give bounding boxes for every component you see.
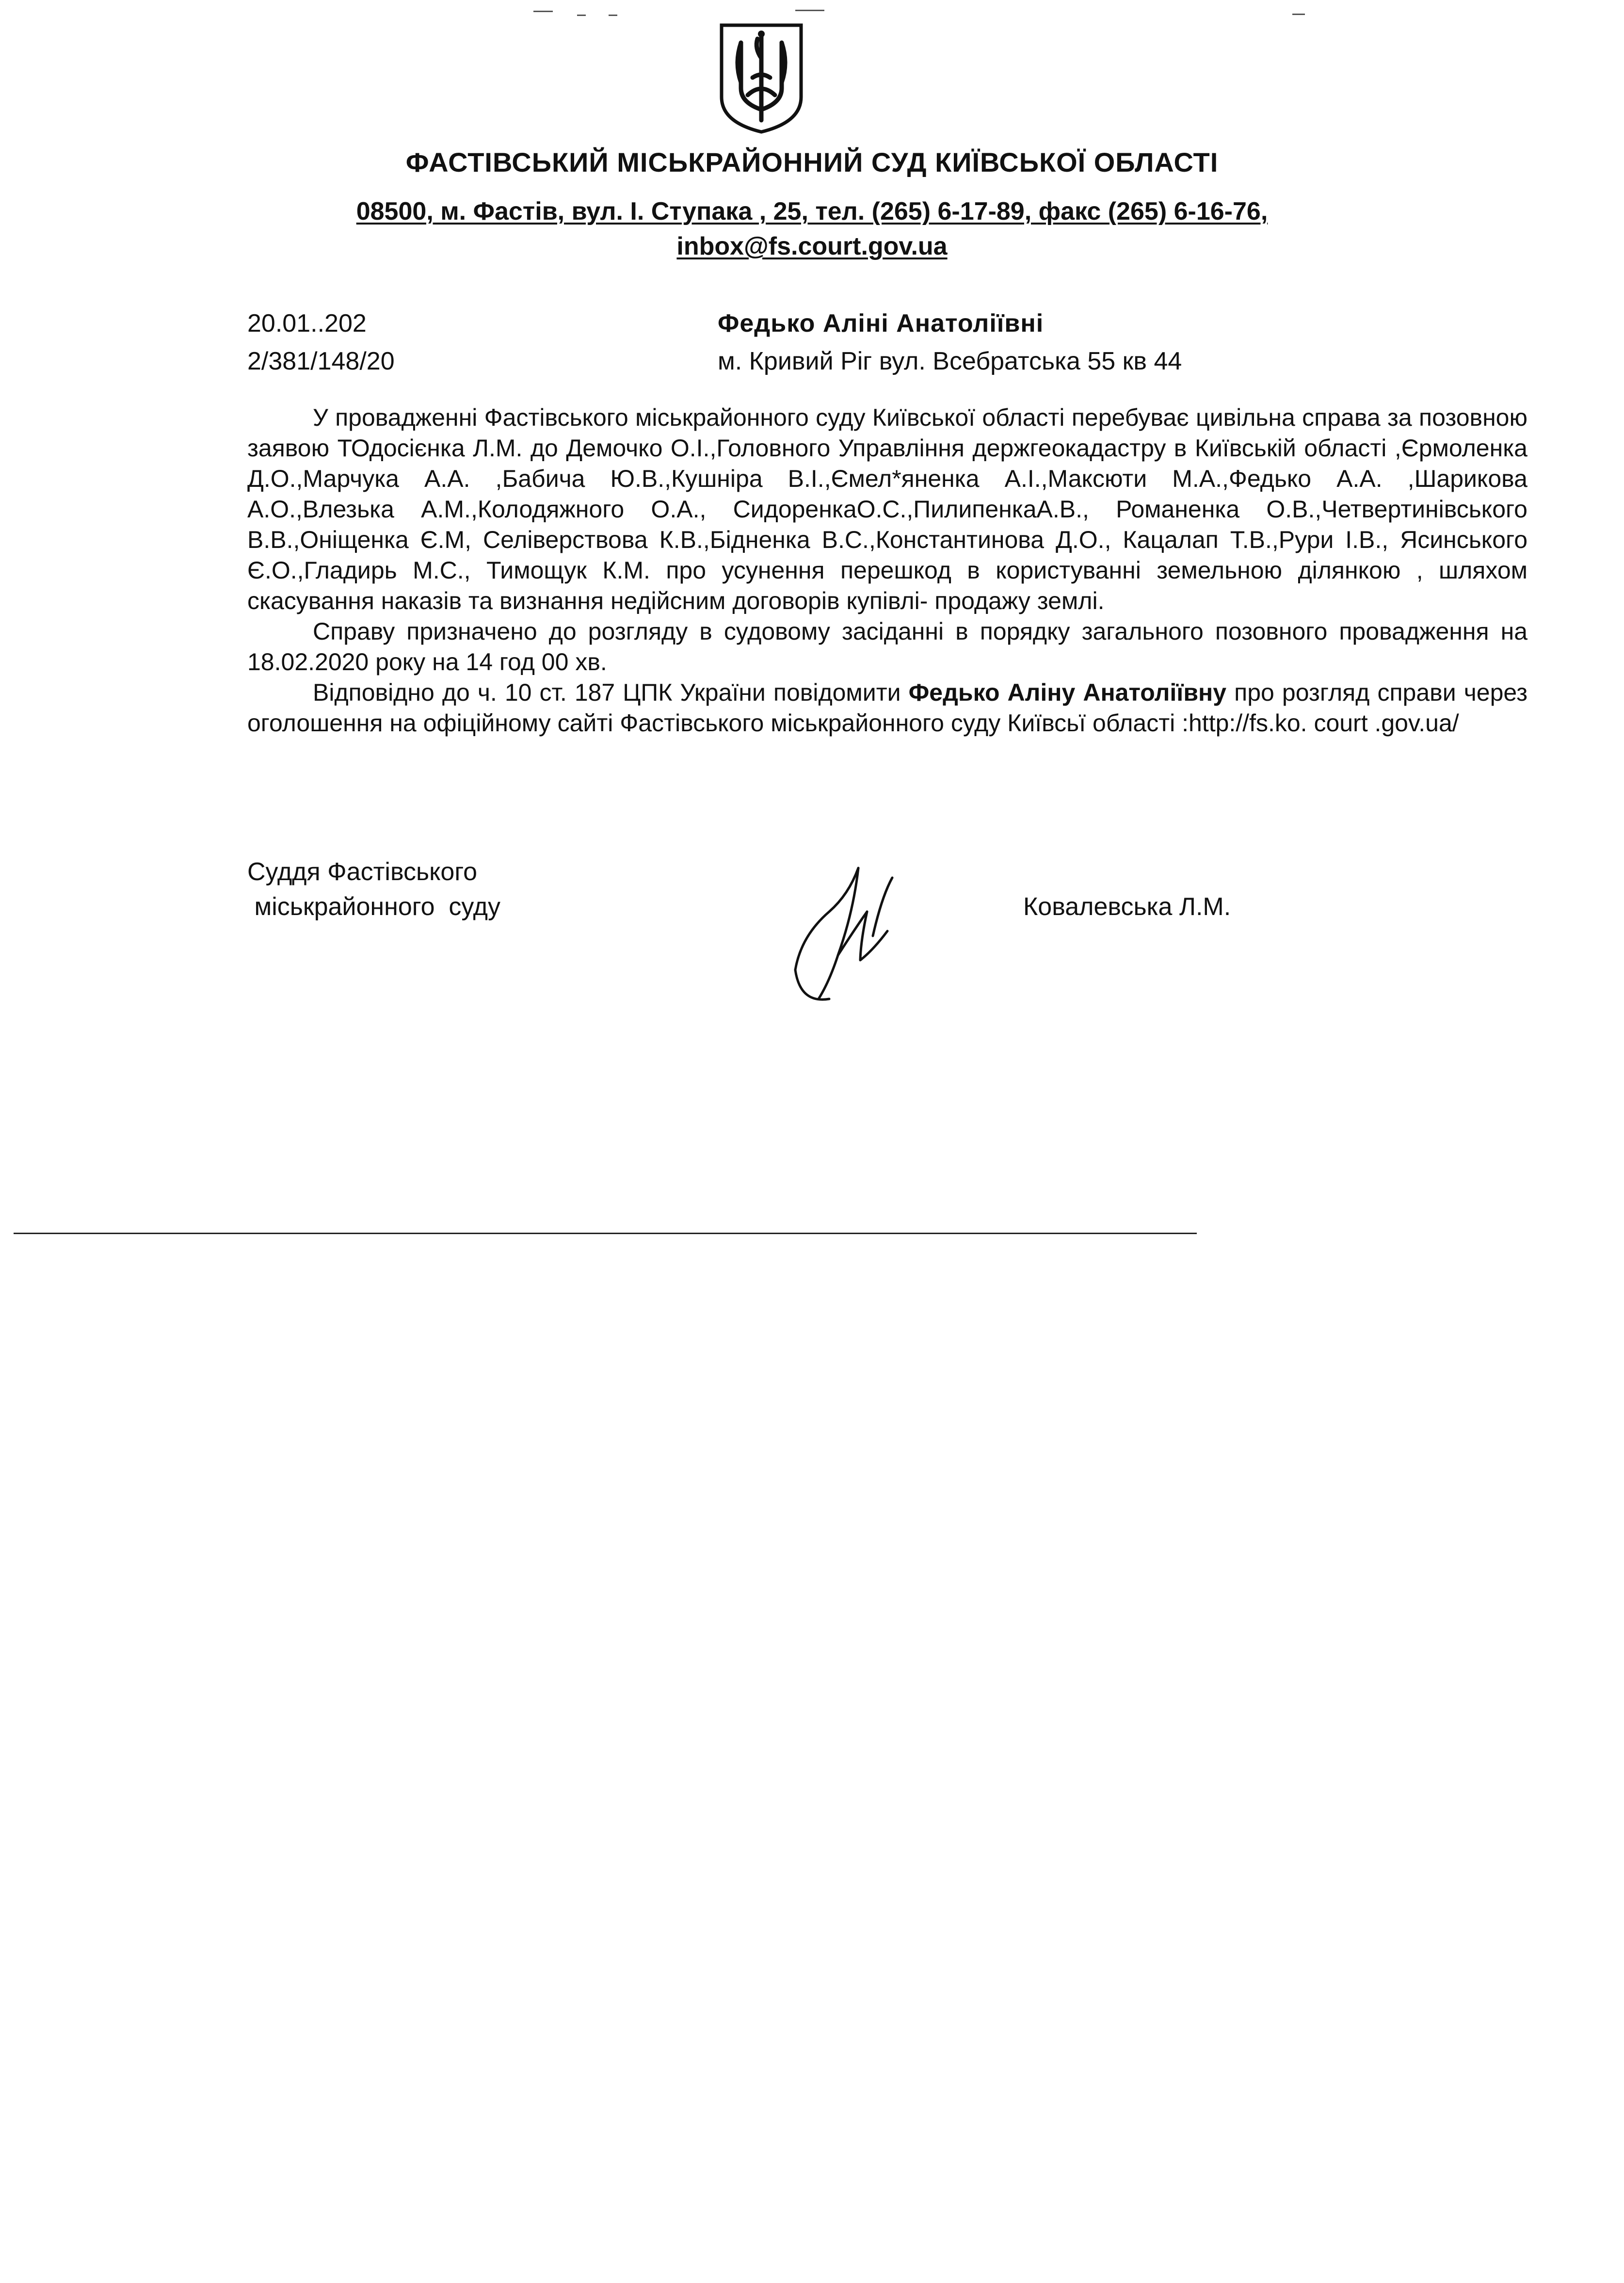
judge-title-line-1: Суддя Фастівського [247, 858, 478, 886]
bottom-divider [14, 1233, 1197, 1234]
document-meta [247, 305, 395, 380]
recipient-address: м. Кривий Ріг вул. Всебратська 55 кв 44 [718, 347, 1182, 375]
judge-title [247, 854, 500, 924]
case-number: 2/381/148/20 [247, 347, 395, 375]
judge-name: Ковалевська Л.М. [1023, 893, 1231, 921]
notice-paragraph-hearing: Справу призначено до розгляду в судовому засіданні в порядку загального позовного провадження на 18.02.2020 року на 14 год 00 хв. [247, 618, 1528, 675]
document-date: 20.01..202 [247, 309, 367, 338]
scan-artifact [609, 15, 617, 16]
notification-text-start: Відповідно до ч. 10 ст. 187 ЦПК України повідомити [313, 679, 901, 706]
court-email-link[interactable]: inbox@fs.court.gov.ua [676, 232, 948, 260]
notice-body [247, 402, 1528, 739]
notice-paragraph-case: У провадженні Фастівського міськрайонного суду Київської області перебуває цивільна справа за позовною заявою ТОдосієнка Л.М. до Демочко О.І.,Головного Управління держгеокадастру в Київській області ,Єрмоленка Д.О.,Марчука А.А. ,Бабича Ю.В.,Кушніра В.І.,Ємел*яненка А.І.,Максюти М.А.,Федько А.А. ,Шарикова А.О.,Влезька А.М.,Колодяжного О.А., СидоренкаО.С.,ПилипенкаА.В., Романенка О.В.,Четвертинівського В.В.,Оніщенка Є.М, Селіверствова К.В.,Бідненка В.С.,Константинова Д.О., Кацалап Т.В.,Рури І.В., Ясинського Є.О.,Гладирь М.С., Тимощук К.М. про усунення перешкод в користуванні земельною ділянкою , шляхом скасування наказів та визнання недійсним договорів купівлі- продажу землі. [247, 404, 1528, 614]
handwritten-signature-icon [756, 858, 921, 1018]
scan-artifact [533, 11, 553, 12]
notification-text-end: про розгляд справи через оголошення на офіційному сайті Фастівського міськрайонного суду Київсьї області :http://fs.ko. court .gov.ua/ [247, 679, 1528, 737]
notified-person: Федько Аліну Анатоліївну [908, 679, 1227, 706]
court-address [0, 194, 1624, 264]
scan-artifact [1292, 14, 1305, 15]
address-line: 08500, м. Фастів, вул. І. Ступака , 25, тел. (265) 6-17-89, факс (265) 6-16-76, [356, 197, 1268, 225]
judge-title-line-2: міськрайонного суду [247, 893, 501, 921]
recipient-block [718, 305, 1182, 380]
notice-paragraph-notification [247, 677, 1528, 739]
scan-artifact [795, 10, 824, 11]
scan-artifact [577, 15, 586, 16]
trident-emblem-icon [713, 15, 810, 136]
court-name: ФАСТІВСЬКИЙ МІСЬКРАЙОННИЙ СУД КИЇВСЬКОЇ ОБЛАСТІ [405, 147, 1219, 177]
recipient-name: Федько Аліні Анатоліївні [718, 309, 1044, 338]
